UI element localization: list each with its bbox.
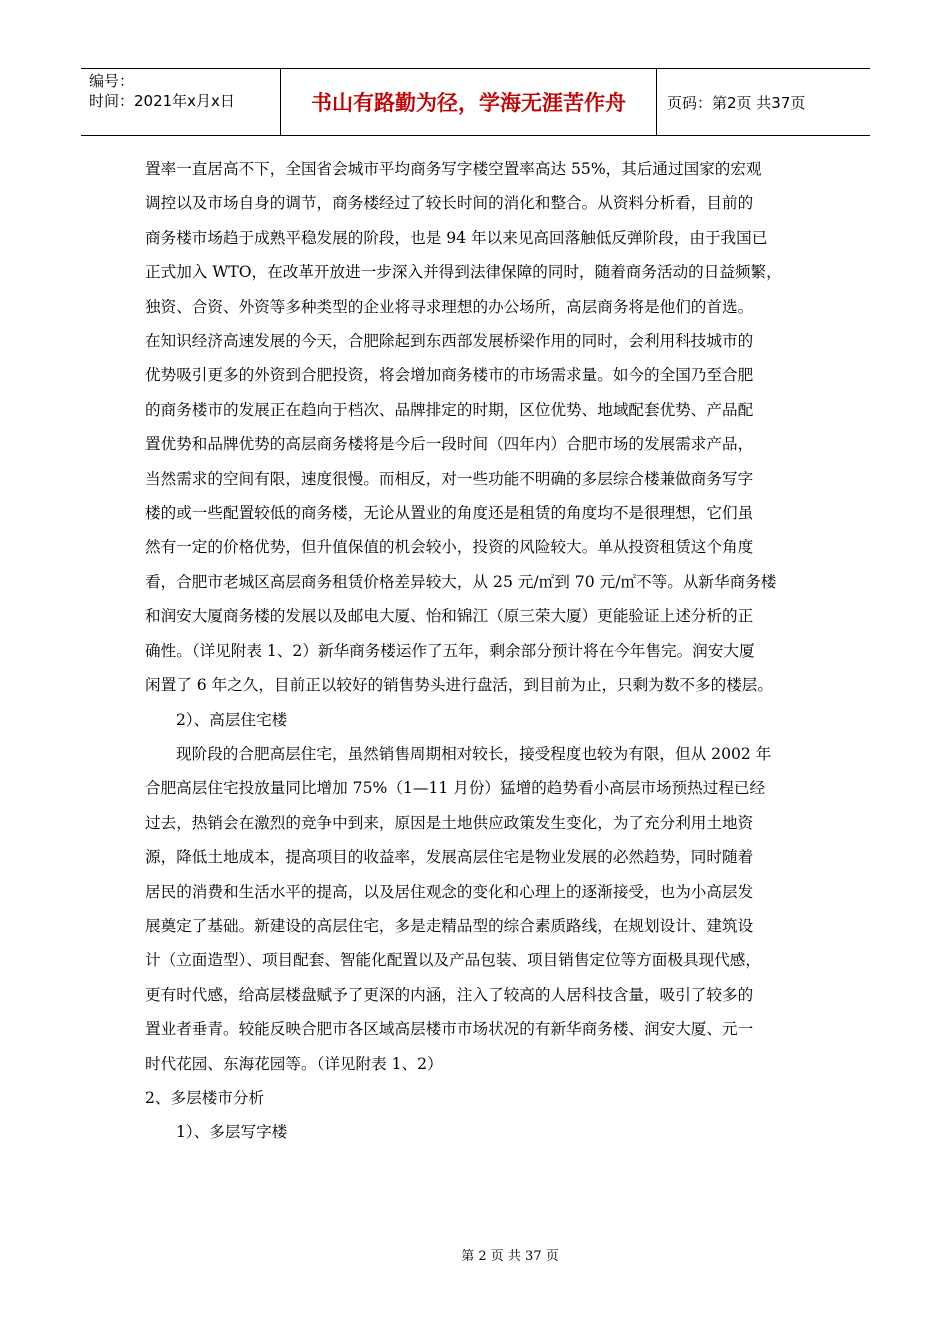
- sub-heading-multistory-office: 1）、多层写字楼: [176, 1123, 288, 1142]
- text-line: 合肥高层住宅投放量同比增加 75%（1—11 月份）猛增的趋势看小高层市场预热过程已经: [145, 779, 766, 798]
- text-line: 居民的消费和生活水平的提高，以及居住观念的变化和心理上的逐渐接受，也为小高层发: [145, 882, 754, 901]
- text-line: 调控以及市场自身的调节，商务楼经过了较长时间的消化和整合。从资料分析看，目前的: [145, 194, 754, 213]
- header-motto: 书山有路勤为径，学海无涯苦作舟: [281, 69, 657, 135]
- text-line: 过去，热销会在激烈的竞争中到来，原因是土地供应政策发生变化，为了充分利用土地资: [145, 813, 754, 832]
- paragraph-1: [145, 152, 812, 703]
- date-label: 时间：2021年x月x日: [89, 92, 235, 110]
- text-line: 更有时代感，给高层楼盘赋予了更深的内涵，注入了较高的人居科技含量，吸引了较多的: [145, 985, 754, 1004]
- text-line: 置优势和品牌优势的高层商务楼将是今后一段时间（四年内）合肥市场的发展需求产品，: [145, 435, 754, 454]
- text-line: 现阶段的合肥高层住宅，虽然销售周期相对较长，接受程度也较为有限，但从 2002 年: [176, 744, 772, 763]
- text-line: 楼的或一些配置较低的商务楼，无论从置业的角度还是租赁的角度均不是很理想，它们虽: [145, 504, 754, 523]
- text-line: 商务楼市场趋于成熟平稳发展的阶段，也是 94 年以来见高回落触低反弹阶段，由于我国已: [145, 228, 768, 247]
- text-line: 计（立面造型）、项目配套、智能化配置以及产品包装、项目销售定位等方面极具现代感，: [145, 951, 761, 970]
- text-line: 然有一定的价格优势，但升值保值的机会较小，投资的风险较大。单从投资租赁这个角度: [145, 538, 754, 557]
- header-info-cell: [81, 69, 281, 135]
- text-line: 和润安大厦商务楼的发展以及邮电大厦、怡和锦江（原三荣大厦）更能验证上述分析的正: [145, 607, 754, 626]
- text-line: 在知识经济高速发展的今天，合肥除起到东西部发展桥梁作用的同时，会利用科技城市的: [145, 332, 754, 351]
- section-heading-multistory: 2、多层楼市分析: [145, 1088, 265, 1107]
- text-line: 当然需求的空间有限，速度很慢。而相反，对一些功能不明确的多层综合楼兼做商务写字: [145, 469, 754, 488]
- text-line: 独资、合资、外资等多种类型的企业将寻求理想的办公场所，高层商务将是他们的首选。: [145, 297, 754, 316]
- text-line: 确性。（详见附表 1、2）新华商务楼运作了五年，剩余部分预计将在今年售完。润安大厦: [145, 641, 755, 660]
- text-line: 看，合肥市老城区高层商务租赁价格差异较大，从 25 元/㎡到 70 元/㎡不等。从新华商务楼: [145, 572, 777, 591]
- text-line: 闲置了 6 年之久，目前正以较好的销售势头进行盘活，到目前为止，只剩为数不多的楼层。: [145, 676, 773, 695]
- page-footer: 第 2 页 共 37 页: [461, 1249, 559, 1264]
- paragraph-2: [145, 737, 812, 1081]
- header-page-label: 页码：第2页 共37页: [667, 93, 806, 112]
- text-line: 置业者垂青。较能反映合肥市各区域高层楼市市场状况的有新华商务楼、润安大厦、元一: [145, 1020, 754, 1039]
- text-line: 优势吸引更多的外资到合肥投资，将会增加商务楼市的市场需求量。如今的全国乃至合肥: [145, 366, 754, 385]
- text-line: 源，降低土地成本，提高项目的收益率，发展高层住宅是物业发展的必然趋势，同时随着: [145, 848, 754, 867]
- text-line: 的商务楼市的发展正在趋向于档次、品牌排定的时期，区位优势、地域配套优势、产品配: [145, 400, 754, 419]
- text-line: 时代花园、东海花园等。（详见附表 1、2）: [145, 1054, 443, 1073]
- text-line: 置率一直居高不下，全国省会城市平均商务写字楼空置率高达 55%，其后通过国家的宏观: [145, 160, 762, 178]
- code-label: 编号：: [89, 72, 135, 90]
- header-table: [81, 68, 870, 136]
- document-body: [145, 152, 812, 1150]
- text-line: 正式加入 WTO，在改革开放进一步深入并得到法律保障的同时，随着商务活动的日益频繁，: [145, 263, 782, 282]
- text-line: 展奠定了基础。新建设的高层住宅，多是走精品型的综合素质路线，在规划设计、建筑设: [145, 916, 754, 935]
- sub-heading-high-rise-residential: 2）、高层住宅楼: [176, 710, 288, 729]
